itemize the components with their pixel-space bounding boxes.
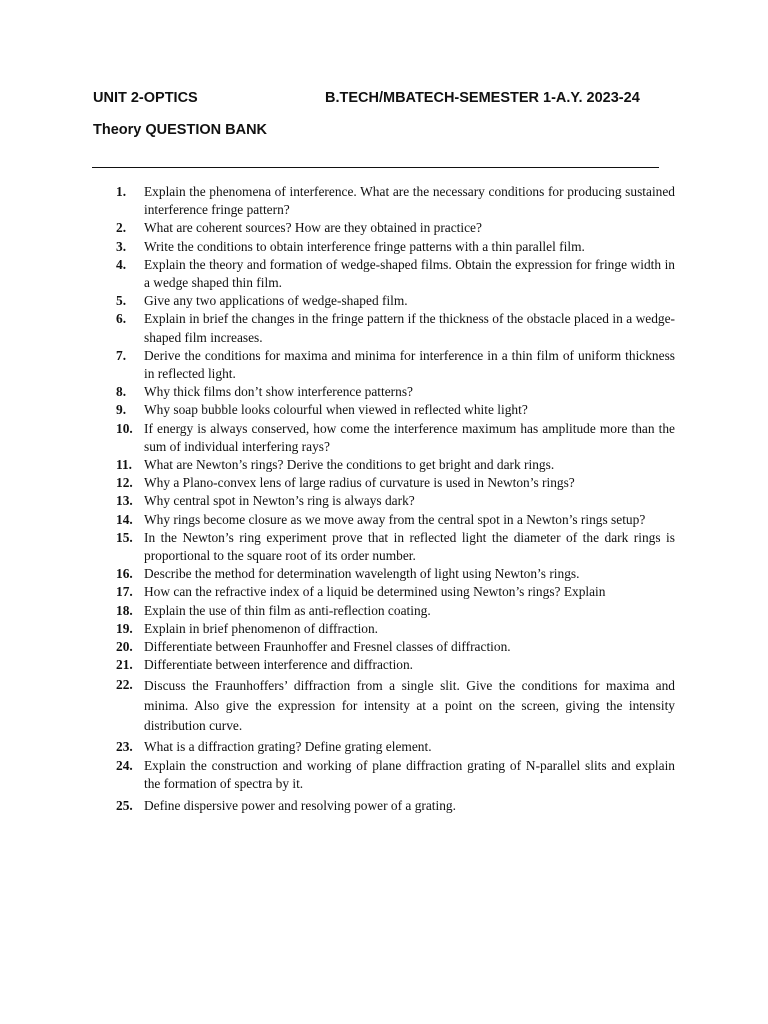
- question-text: Explain the use of thin film as anti-reflection coating.: [144, 602, 431, 618]
- question-number: 14.: [116, 511, 133, 527]
- question-number: 2.: [116, 220, 127, 236]
- question-item: [0, 183, 768, 219]
- question-text: Explain the phenomena of interference. What are the necessary conditions for producing sustained interference fringe pattern?: [144, 184, 675, 218]
- question-number: 25.: [116, 798, 133, 814]
- unit-title: UNIT 2-OPTICS: [93, 90, 198, 106]
- question-item: [0, 492, 768, 510]
- question-text: Give any two applications of wedge-shaped film.: [144, 293, 408, 309]
- question-text: Why thick films don’t show interference patterns?: [144, 384, 413, 400]
- question-number: 10.: [116, 420, 133, 436]
- question-number: 15.: [116, 529, 133, 545]
- question-number: 1.: [116, 184, 127, 199]
- question-number: 20.: [116, 639, 133, 655]
- question-text: Explain in brief phenomenon of diffraction.: [144, 620, 379, 636]
- question-number: 12.: [116, 475, 133, 491]
- question-number: 3.: [116, 238, 127, 254]
- question-item: [0, 583, 768, 601]
- question-list: [0, 183, 768, 815]
- question-item: [0, 347, 768, 383]
- question-text: What is a diffraction grating? Define grating element.: [144, 739, 432, 755]
- question-item: [0, 474, 768, 492]
- question-item: [0, 219, 768, 237]
- question-item: [0, 238, 768, 256]
- question-text: What are Newton’s rings? Derive the conditions to get bright and dark rings.: [144, 457, 555, 473]
- course-title: B.TECH/MBATECH-SEMESTER 1-A.Y. 2023-24: [325, 90, 640, 106]
- question-number: 24.: [116, 757, 133, 773]
- question-text: Why soap bubble looks colourful when viewed in reflected white light?: [144, 402, 528, 418]
- header-divider: [92, 167, 659, 168]
- question-text: Define dispersive power and resolving power of a grating.: [144, 798, 456, 814]
- question-text: If energy is always conserved, how come the interference maximum has amplitude more than the sum of individual interfering rays?: [144, 420, 675, 454]
- document-subtitle: Theory QUESTION BANK: [93, 122, 268, 138]
- question-text: Explain the construction and working of plane diffraction grating of N-parallel slits and explain the formation of spectra by it.: [144, 757, 675, 791]
- document-header: [93, 90, 673, 110]
- question-item: [0, 620, 768, 638]
- question-number: 23.: [116, 739, 133, 755]
- question-number: 22.: [116, 677, 133, 693]
- question-item: [0, 256, 768, 292]
- question-item: [0, 565, 768, 583]
- question-number: 13.: [116, 493, 133, 509]
- question-text: Describe the method for determination wavelength of light using Newton’s rings.: [144, 566, 580, 582]
- question-text: Why rings become closure as we move away from the central spot in a Newton’s rings setup?: [144, 511, 646, 527]
- question-item: [0, 383, 768, 401]
- question-number: 4.: [116, 256, 127, 272]
- question-text: What are coherent sources? How are they obtained in practice?: [144, 220, 482, 236]
- question-number: 11.: [116, 457, 132, 473]
- question-text: Why a Plano-convex lens of large radius of curvature is used in Newton’s rings?: [144, 475, 575, 491]
- question-text: Write the conditions to obtain interference fringe patterns with a thin parallel film.: [144, 238, 585, 254]
- question-number: 18.: [116, 602, 133, 618]
- question-text: How can the refractive index of a liquid be determined using Newton’s rings? Explain: [144, 584, 606, 600]
- question-number: 6.: [116, 311, 127, 327]
- question-item: [0, 292, 768, 310]
- question-item: [0, 757, 768, 793]
- question-item: [0, 797, 768, 815]
- question-number: 21.: [116, 657, 133, 673]
- question-text: Differentiate between interference and diffraction.: [144, 657, 414, 673]
- question-item: [0, 310, 768, 346]
- question-text: Differentiate between Fraunhoffer and Fresnel classes of diffraction.: [144, 639, 511, 655]
- question-number: 8.: [116, 384, 127, 400]
- question-item: [0, 401, 768, 419]
- question-number: 5.: [116, 293, 127, 309]
- question-number: 9.: [116, 402, 127, 418]
- question-text: Explain in brief the changes in the fringe pattern if the thickness of the obstacle placed in a wedge-shaped film increases.: [144, 311, 675, 345]
- question-text: In the Newton’s ring experiment prove that in reflected light the diameter of the dark rings is proportional to the square root of its order number.: [144, 529, 675, 564]
- question-number: 19.: [116, 620, 133, 636]
- question-item: [0, 529, 768, 565]
- question-number: 17.: [116, 584, 133, 600]
- question-number: 16.: [116, 566, 133, 582]
- question-item: [0, 738, 768, 756]
- question-item: [0, 638, 768, 656]
- question-item: [0, 511, 768, 529]
- question-text: Why central spot in Newton’s ring is always dark?: [144, 493, 415, 509]
- question-item: [0, 676, 768, 736]
- question-text: Discuss the Fraunhoffers’ diffraction from a single slit. Give the conditions for maxima and minima. Also give the expression for intensity at a point on the screen, giving the intensity distribution curve.: [144, 678, 675, 734]
- question-text: Explain the theory and formation of wedge-shaped films. Obtain the expression for fringe width in a wedge shaped thin film.: [144, 256, 675, 291]
- question-item: [0, 456, 768, 474]
- question-item: [0, 602, 768, 620]
- question-item: [0, 656, 768, 674]
- question-text: Derive the conditions for maxima and minima for interference in a thin film of uniform thickness in reflected light.: [144, 347, 675, 382]
- question-number: 7.: [116, 347, 127, 363]
- question-item: [0, 420, 768, 456]
